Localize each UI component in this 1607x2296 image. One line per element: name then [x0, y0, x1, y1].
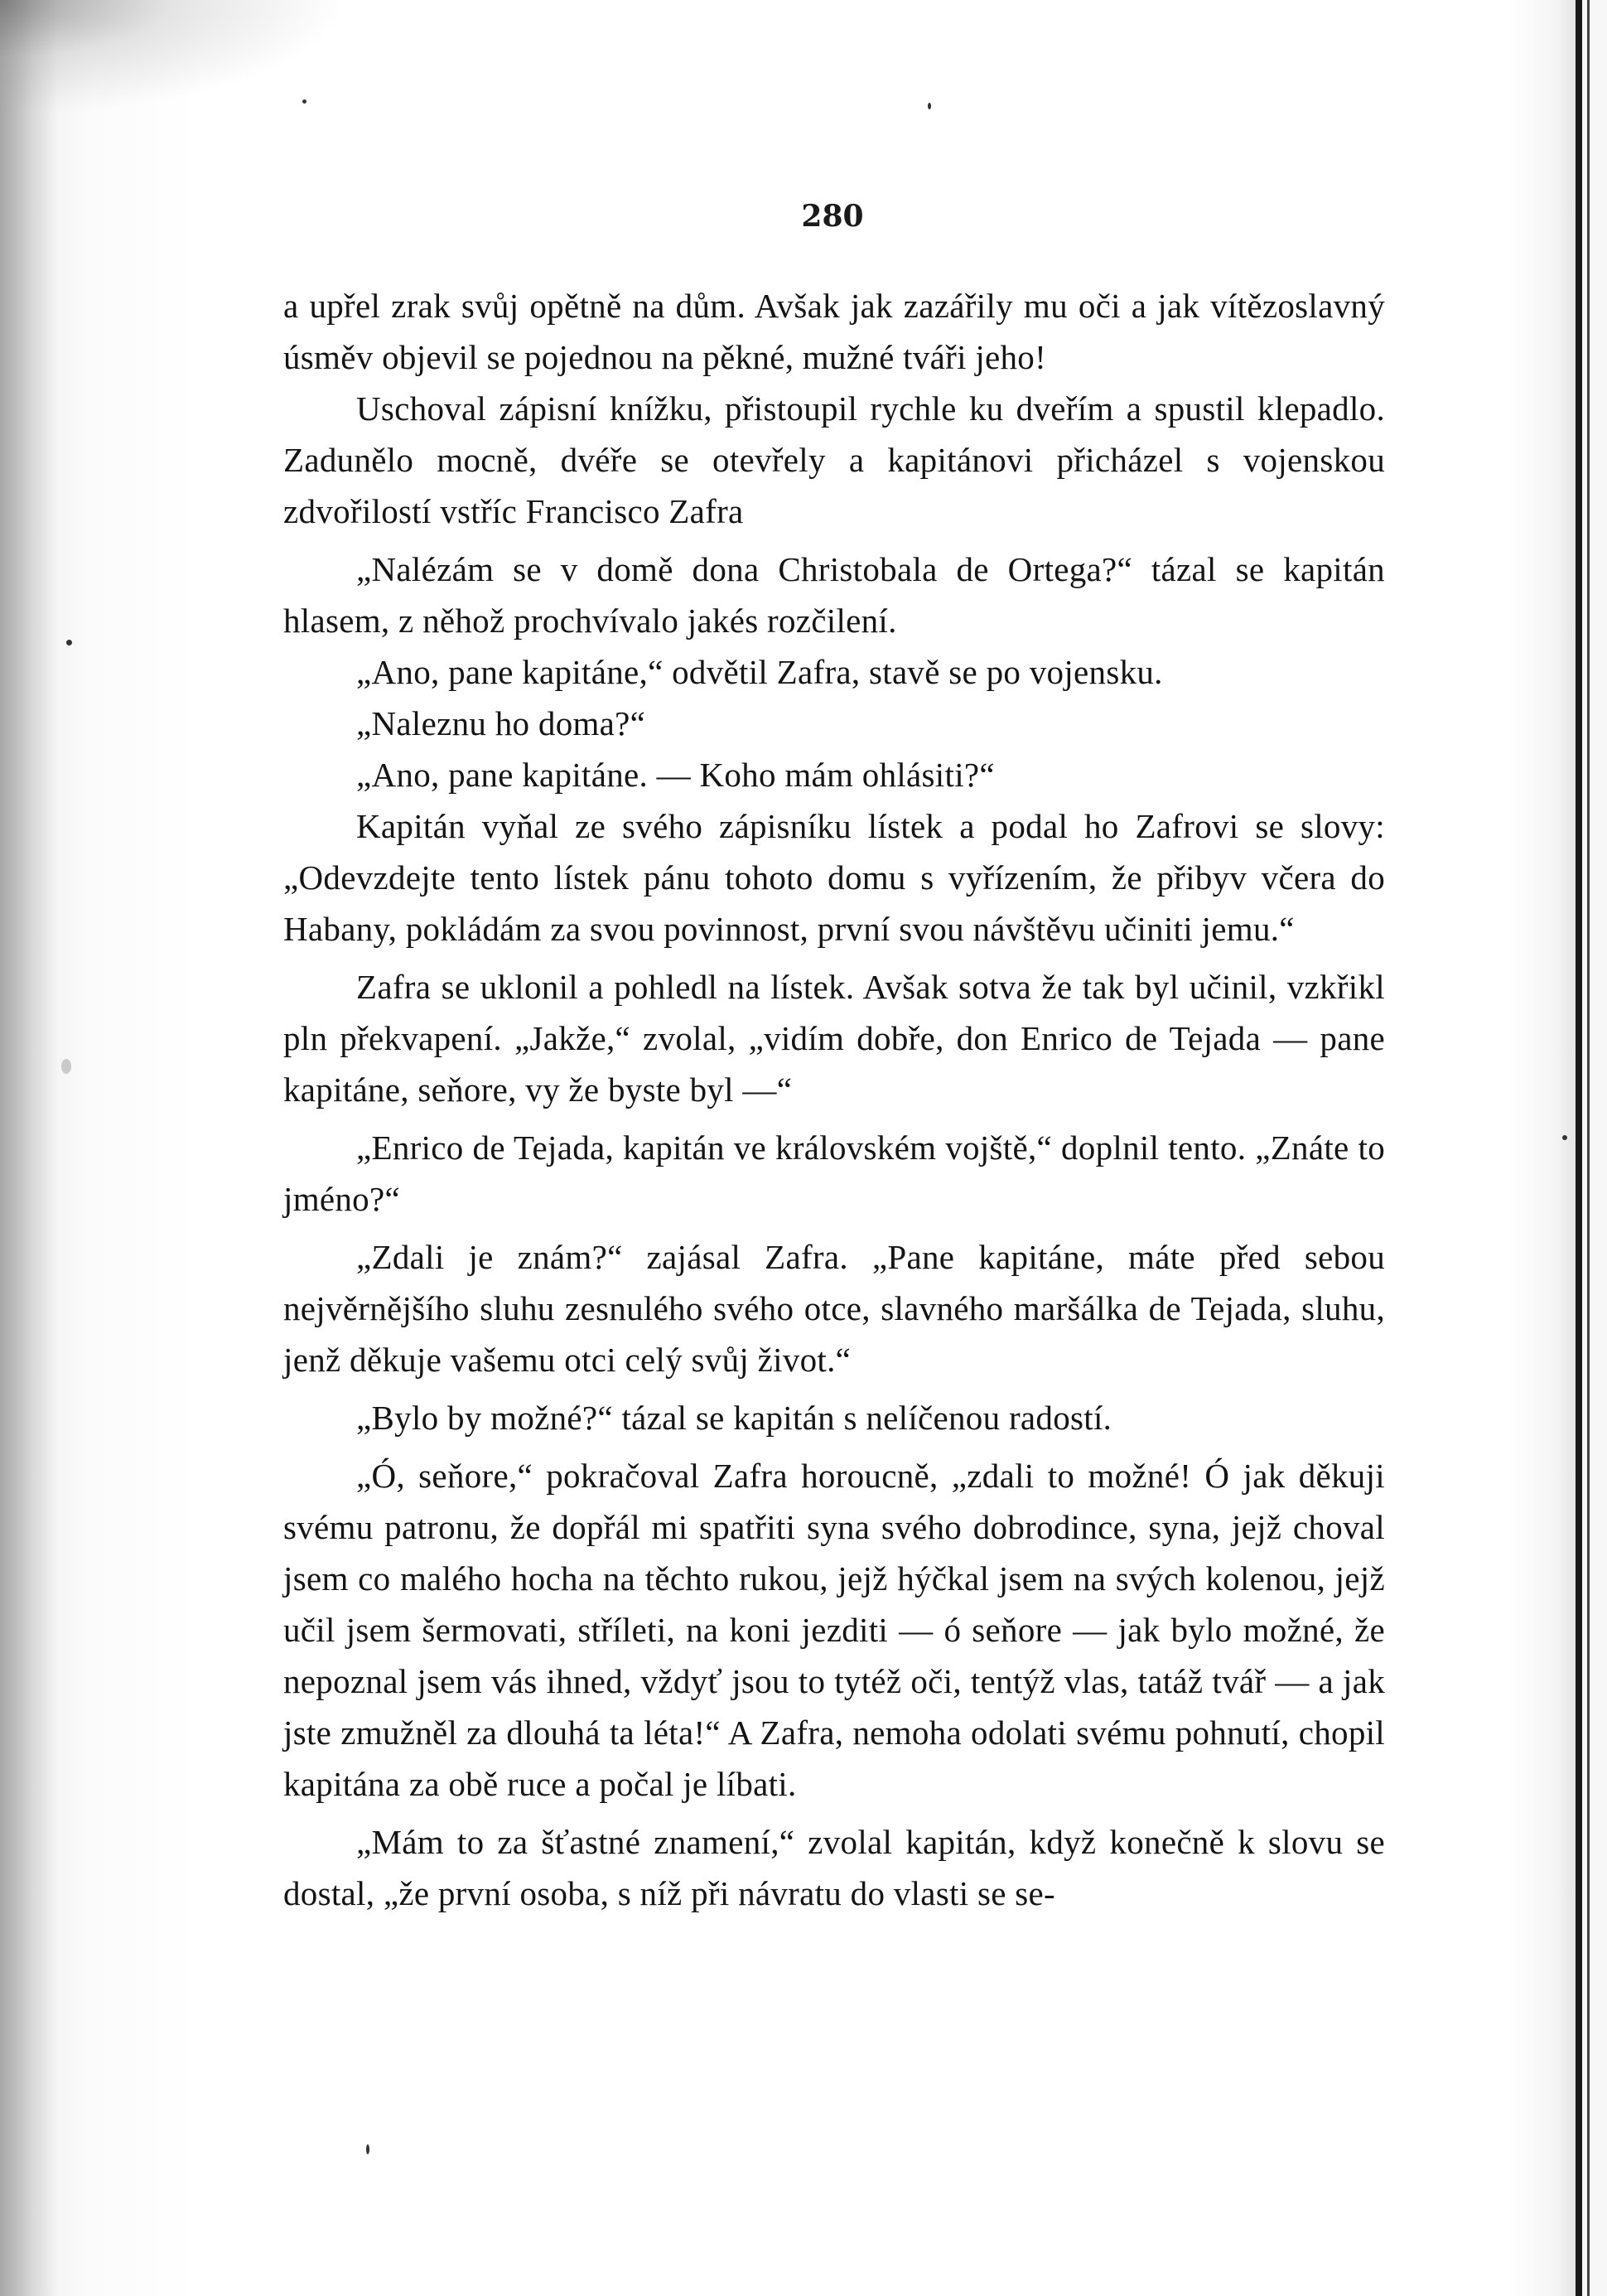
paragraph-3: „Nalézám se v domě dona Christobala de Ortega?“ tázal se kapitán hlasem, z něhož prochvívalo jakés rozčilení.	[283, 550, 1385, 640]
paragraph-11: „Bylo by možné?“ tázal se kapitán s nelíčenou radostí.	[356, 1399, 1112, 1437]
ink-speck	[928, 103, 931, 109]
page-corner-shadow	[0, 0, 348, 116]
ink-speck	[302, 99, 306, 104]
page-number: 280	[801, 199, 864, 234]
binding-edge-line	[1576, 0, 1582, 2296]
ink-speck	[66, 640, 72, 645]
paragraph-5: „Naleznu ho doma?“	[356, 704, 646, 742]
page-right-margin	[1582, 0, 1607, 2296]
paragraph-9: „Enrico de Tejada, kapitán ve královském vojště,“ doplnil tento. „Znáte to jméno?“	[283, 1129, 1385, 1218]
paragraph-2: Uschoval zápisní knížku, přistoupil rychle ku dveřím a spustil klepadlo. Zadunělo mocně, dvéře se otevřely a kapitánovi přicházel s vojenskou zdvořilostí vstříc Francisco Zafra	[283, 389, 1385, 530]
paragraph-7: Kapitán vyňal ze svého zápisníku lístek a podal ho Zafrovi se slovy: „Odevzdejte tento lístek pánu tohoto domu s vyřízením, že přibyv včera do Habany, pokládám za svou povinnost, první svou návštěvu učiniti jemu.“	[283, 807, 1385, 948]
paragraph-13: „Mám to za šťastné znamení,“ zvolal kapitán, když konečně k slovu se dostal, „že první osoba, s níž při návratu do vlasti se se-	[283, 1823, 1385, 1912]
paragraph-12: „Ó, seňore,“ pokračoval Zafra horoucně, „zdali to možné! Ó jak děkuji svému patronu, že dopřál mi spatřiti syna svého dobrodince, syna, jejž choval jsem co malého hocha na těchto rukou, jejž hýčkal jsem na svých kolenou, jejž učil jsem šermovati, stříleti, na koni jezditi — ó seňore — jak bylo možné, že nepoznal jsem vás ihned, vždyť jsou to tytéž oči, tentýž vlas, tatáž tvář — a jak jste zmužněl za dlouhá ta léta!“ A Zafra, nemoha odolati svému pohnutí, chopil kapitána za obě ruce a počal je líbati.	[283, 1457, 1385, 1803]
paragraph-10: „Zdali je znám?“ zajásal Zafra. „Pane kapitáne, máte před sebou nejvěrnějšího sluhu zesnulého svého otce, slavného maršálka de Tejada, sluhu, jenž děkuje vašemu otci celý svůj život.“	[283, 1238, 1385, 1379]
paragraph-8: Zafra se uklonil a pohledl na lístek. Avšak sotva že tak byl učinil, vzkřikl pln překvapení. „Jakže,“ zvolal, „vidím dobře, don Enrico de Tejada — pane kapitáne, seňore, vy že byste byl —“	[283, 968, 1385, 1109]
paragraph-4: „Ano, pane kapitáne,“ odvětil Zafra, stavě se po vojensku.	[356, 653, 1163, 691]
ink-speck	[1562, 1135, 1567, 1140]
paragraph-6: „Ano, pane kapitáne. — Koho mám ohlásiti?“	[356, 756, 995, 794]
page-left-shadow	[0, 0, 58, 2296]
ink-speck	[61, 1059, 71, 1074]
body-text	[283, 280, 1385, 1919]
paragraph-1: a upřel zrak svůj opětně na dům. Avšak jak zazářily mu oči a jak vítězoslavný úsměv objevil se pojednou na pěkné, mužné tváři jeho!	[283, 287, 1385, 376]
binding-edge-inner-line	[1587, 0, 1590, 2296]
ink-speck	[366, 2144, 369, 2154]
